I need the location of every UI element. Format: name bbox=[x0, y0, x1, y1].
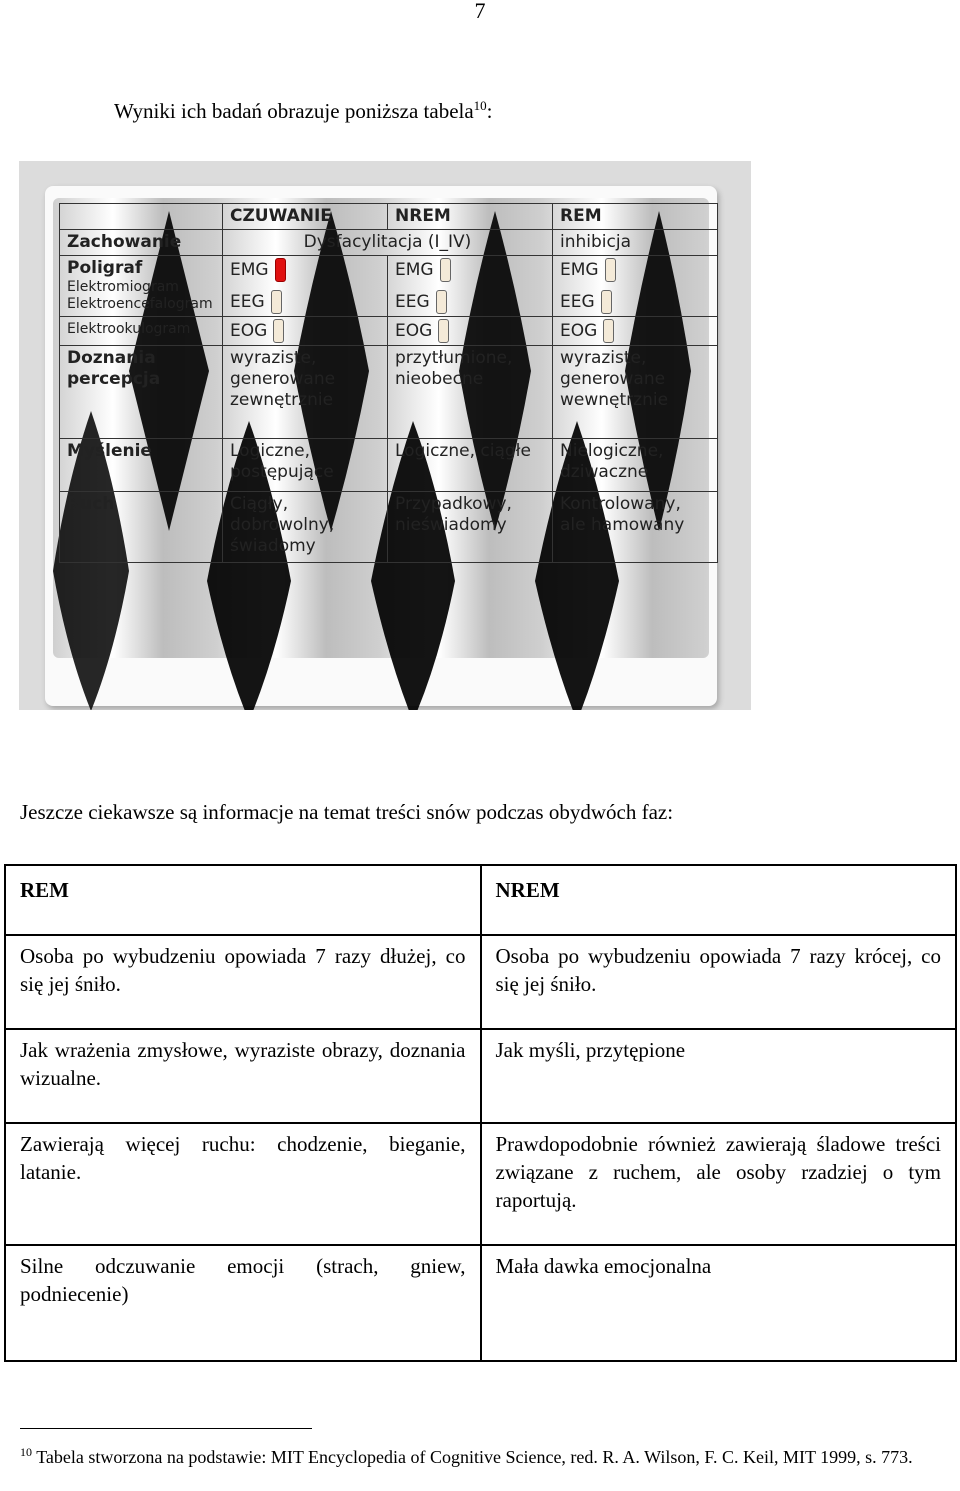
rem-nrem-comparison-table bbox=[4, 864, 957, 1362]
label-elektroencefalogram: Elektroencefalogram bbox=[67, 296, 213, 312]
myslenie-nrem-line: Logiczne, ciągłe bbox=[395, 441, 531, 461]
eog-bar-icon bbox=[603, 319, 614, 343]
label-elektromiogram: Elektromiogram bbox=[67, 279, 179, 295]
label-ruch: Ruch bbox=[60, 492, 223, 563]
row-myslenie bbox=[60, 439, 718, 492]
eeg-czuwanie: EEG bbox=[230, 292, 265, 312]
myslenie-rem-line: dziwaczne bbox=[560, 462, 649, 482]
emg-rem: EMG bbox=[560, 260, 599, 280]
label-poligraf: Poligraf bbox=[67, 258, 143, 278]
header-czuwanie: CZUWANIE bbox=[223, 204, 388, 230]
comparison-header-nrem: NREM bbox=[481, 865, 957, 935]
ruch-czuwanie-line: dobrowolny, bbox=[230, 515, 335, 535]
eog-rem: EOG bbox=[560, 321, 598, 341]
eeg-bar-icon bbox=[436, 290, 447, 314]
comparison-cell-rem: Silne odczuwanie emocji (strach, gniew, podniecenie) bbox=[5, 1245, 481, 1361]
comparison-cell-nrem: Jak myśli, przytępione bbox=[481, 1029, 957, 1123]
eog-bar-icon bbox=[438, 319, 449, 343]
comparison-row bbox=[5, 1123, 956, 1245]
row-doznania bbox=[60, 346, 718, 439]
comparison-header-row bbox=[5, 865, 956, 935]
footnote-text: Tabela stworzona na podstawie: MIT Encyclopedia of Cognitive Science, red. R. A. Wilson, F. C. Keil, MIT 1999, s. 773. bbox=[36, 1447, 913, 1467]
eeg-bar-icon bbox=[271, 290, 282, 314]
ruch-nrem-line: Przypadkowy, bbox=[395, 494, 512, 514]
label-percepcja: percepcja bbox=[67, 369, 161, 389]
eog-bar-icon bbox=[273, 319, 284, 343]
label-zachowanie: Zachowanie bbox=[60, 230, 223, 256]
paragraph-dream-content: Jeszcze ciekawsze są informacje na temat treści snów podczas obydwóch faz: bbox=[20, 800, 674, 824]
intro-end: : bbox=[486, 99, 493, 123]
emg-nrem: EMG bbox=[395, 260, 434, 280]
eog-czuwanie: EOG bbox=[230, 321, 268, 341]
eeg-bar-icon bbox=[601, 290, 612, 314]
doznania-rem-line: wyraziste, bbox=[560, 348, 647, 368]
footnote-ref[interactable]: 10 bbox=[473, 98, 487, 113]
label-elektrookulogram: Elektrookulogram bbox=[60, 317, 223, 346]
myslenie-czuwanie-line: postępujące bbox=[230, 462, 334, 482]
label-doznania: Doznania bbox=[67, 348, 156, 368]
page-number: 7 bbox=[474, 0, 486, 23]
doznania-rem-line: generowane bbox=[560, 369, 666, 389]
sleep-phases-figure bbox=[19, 161, 751, 710]
intro-text: Wyniki ich badań obrazuje poniższa tabela bbox=[114, 99, 474, 123]
comparison-cell-nrem: Prawdopodobnie również zawierają śladowe treści związane z ruchem, ale osoby rzadziej o tym raportują. bbox=[481, 1123, 957, 1245]
comparison-row bbox=[5, 1029, 956, 1123]
row-ruch bbox=[60, 492, 718, 563]
intro-paragraph bbox=[114, 98, 493, 124]
figure-header-row bbox=[60, 204, 718, 230]
comparison-row bbox=[5, 1245, 956, 1361]
footnote bbox=[20, 1440, 940, 1469]
doznania-nrem-line: nieobecne bbox=[395, 369, 484, 389]
header-rem: REM bbox=[553, 204, 718, 230]
eeg-rem: EEG bbox=[560, 292, 595, 312]
zachowanie-rem: inhibicja bbox=[553, 230, 718, 256]
emg-bar-icon bbox=[605, 258, 616, 282]
doznania-czuwanie-line: generowane bbox=[230, 369, 336, 389]
ruch-czuwanie-line: świadomy bbox=[230, 536, 316, 556]
row-zachowanie bbox=[60, 230, 718, 256]
footnote-separator bbox=[20, 1428, 312, 1429]
myslenie-czuwanie-line: Logiczne, bbox=[230, 441, 310, 461]
comparison-cell-rem: Jak wrażenia zmysłowe, wyraziste obrazy, doznania wizualne. bbox=[5, 1029, 481, 1123]
comparison-cell-rem: Zawierają więcej ruchu: chodzenie, bieganie, latanie. bbox=[5, 1123, 481, 1245]
comparison-cell-nrem: Osoba po wybudzeniu opowiada 7 razy krócej, co się jej śniło. bbox=[481, 935, 957, 1029]
comparison-row bbox=[5, 935, 956, 1029]
comparison-cell-nrem: Mała dawka emocjonalna bbox=[481, 1245, 957, 1361]
ruch-rem-line: ale hamowany bbox=[560, 515, 685, 535]
doznania-czuwanie-line: wyraziste, bbox=[230, 348, 317, 368]
footnote-number: 10 bbox=[20, 1445, 32, 1459]
myslenie-rem-line: Nielogiczne, bbox=[560, 441, 664, 461]
row-eog bbox=[60, 317, 718, 346]
ruch-rem-line: Kontrolowany, bbox=[560, 494, 681, 514]
doznania-nrem-line: przytłumione, bbox=[395, 348, 513, 368]
eeg-nrem: EEG bbox=[395, 292, 430, 312]
emg-bar-icon bbox=[440, 258, 451, 282]
emg-bar-high-icon bbox=[275, 258, 286, 282]
label-myslenie: Myślenie bbox=[60, 439, 223, 492]
comparison-cell-rem: Osoba po wybudzeniu opowiada 7 razy dłużej, co się jej śniło. bbox=[5, 935, 481, 1029]
ruch-nrem-line: nieświadomy bbox=[395, 515, 507, 535]
doznania-czuwanie-line: zewnętrznie bbox=[230, 390, 334, 410]
comparison-header-rem: REM bbox=[5, 865, 481, 935]
header-nrem: NREM bbox=[388, 204, 553, 230]
sleep-phases-table bbox=[59, 203, 718, 563]
ruch-czuwanie-line: Ciągły, bbox=[230, 494, 289, 514]
eog-nrem: EOG bbox=[395, 321, 433, 341]
row-poligraf bbox=[60, 256, 718, 317]
zachowanie-awake-nrem: Dysfacylitacja (I_IV) bbox=[223, 230, 553, 256]
doznania-rem-line: wewnętrznie bbox=[560, 390, 669, 410]
emg-czuwanie: EMG bbox=[230, 260, 269, 280]
